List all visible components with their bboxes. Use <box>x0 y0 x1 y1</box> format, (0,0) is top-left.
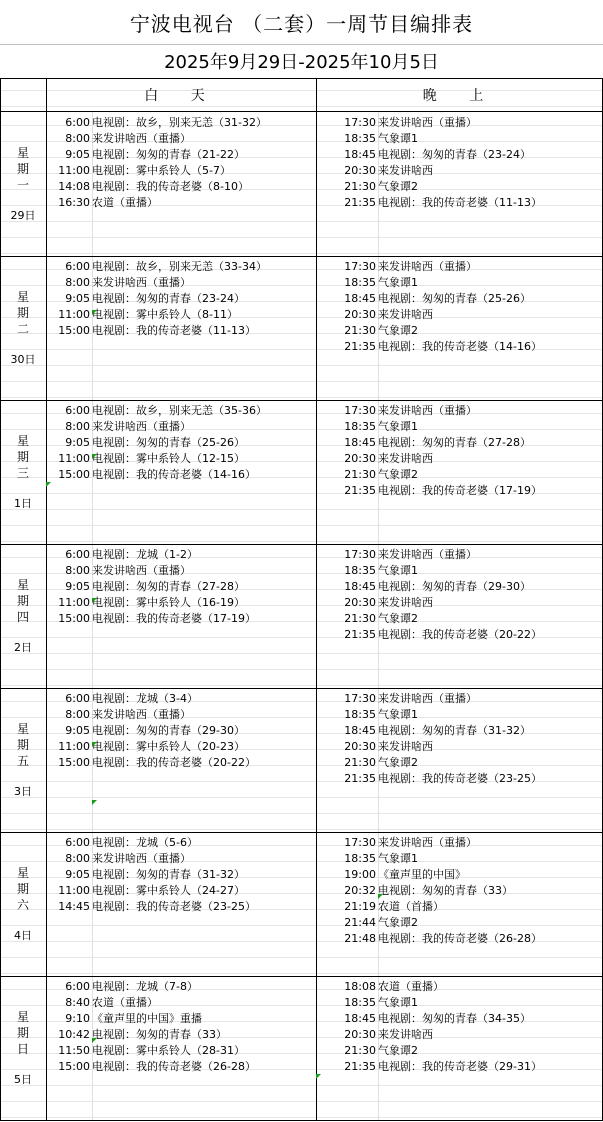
weekday-char: 星 <box>16 290 29 304</box>
program-title: 来发讲啥西 <box>378 596 433 609</box>
program-title: 来发讲啥西（重播） <box>378 116 477 129</box>
program-title: 来发讲啥西（重播） <box>92 564 191 577</box>
cell-marker <box>92 742 97 747</box>
row-divider <box>0 688 603 689</box>
program-time: 18:35 <box>344 708 376 721</box>
program-time: 15:00 <box>58 324 90 337</box>
program-time: 21:35 <box>344 628 376 641</box>
program-time: 17:30 <box>344 404 376 417</box>
program-title: 电视剧：雾中系铃人（8-11） <box>92 308 238 321</box>
column-divider <box>316 78 317 1121</box>
program-time: 11:50 <box>58 1044 90 1057</box>
program-title: 农道（重播） <box>378 980 444 993</box>
weekday-char: 期 <box>16 162 29 176</box>
program-title: 电视剧：我的传奇老婆（11-13） <box>92 324 256 337</box>
date-label: 1日 <box>14 497 32 510</box>
program-title: 来发讲啥西 <box>378 740 433 753</box>
program-title: 来发讲啥西（重播） <box>378 836 477 849</box>
program-time: 18:35 <box>344 852 376 865</box>
program-time: 8:00 <box>65 132 90 145</box>
program-time: 11:00 <box>58 596 90 609</box>
program-time: 18:35 <box>344 276 376 289</box>
program-title: 电视剧：龙城（5-6） <box>92 836 198 849</box>
row-divider <box>0 78 603 79</box>
program-title: 气象谭2 <box>378 1044 418 1057</box>
program-title: 电视剧：故乡，别来无恙（31-32） <box>92 116 267 129</box>
weekday-label <box>0 433 46 481</box>
program-time: 15:00 <box>58 468 90 481</box>
cell-marker <box>378 894 383 899</box>
program-title: 来发讲啥西（重播） <box>92 132 191 145</box>
program-title: 气象谭2 <box>378 756 418 769</box>
program-time: 21:35 <box>344 1060 376 1073</box>
program-time: 15:00 <box>58 612 90 625</box>
program-time: 21:30 <box>344 324 376 337</box>
program-time: 8:40 <box>65 996 90 1009</box>
program-time: 21:35 <box>344 772 376 785</box>
program-time: 20:30 <box>344 740 376 753</box>
program-title: 电视剧：匆匆的青春（23-24） <box>378 148 531 161</box>
program-time: 9:05 <box>65 436 90 449</box>
weekday-char: 一 <box>16 178 29 192</box>
program-title: 电视剧：匆匆的青春（23-24） <box>92 292 245 305</box>
program-time: 10:42 <box>58 1028 90 1041</box>
weekday-char: 六 <box>16 898 29 912</box>
row-divider <box>0 256 603 257</box>
program-title: 气象谭2 <box>378 916 418 929</box>
program-time: 8:00 <box>65 420 90 433</box>
program-time: 21:30 <box>344 756 376 769</box>
program-time: 14:08 <box>58 180 90 193</box>
program-title: 气象谭1 <box>378 132 418 145</box>
program-time: 18:45 <box>344 724 376 737</box>
program-time: 11:00 <box>58 452 90 465</box>
program-title: 气象谭2 <box>378 324 418 337</box>
program-title: 来发讲啥西 <box>378 164 433 177</box>
date-label: 2日 <box>14 641 32 654</box>
cell-marker <box>92 310 97 315</box>
program-time: 18:35 <box>344 132 376 145</box>
program-title: 来发讲啥西（重播） <box>378 260 477 273</box>
program-title: 《童声里的中国》重播 <box>92 1012 202 1025</box>
date-label: 30日 <box>10 353 36 366</box>
program-time: 18:35 <box>344 564 376 577</box>
cell-marker <box>92 598 97 603</box>
program-time: 15:00 <box>58 756 90 769</box>
program-title: 电视剧：我的传奇老婆（26-28） <box>378 932 542 945</box>
program-time: 21:30 <box>344 180 376 193</box>
program-title: 电视剧：我的传奇老婆（20-22） <box>92 756 256 769</box>
weekday-char: 三 <box>16 466 29 480</box>
program-time: 18:45 <box>344 436 376 449</box>
program-title: 来发讲啥西 <box>378 308 433 321</box>
program-title: 电视剧：匆匆的青春（21-22） <box>92 148 245 161</box>
program-title: 电视剧：雾中系铃人（16-19） <box>92 596 245 609</box>
program-time: 20:30 <box>344 308 376 321</box>
program-title: 电视剧：我的传奇老婆（17-19） <box>92 612 256 625</box>
program-time: 17:30 <box>344 692 376 705</box>
program-title: 来发讲啥西（重播） <box>92 276 191 289</box>
program-time: 18:45 <box>344 580 376 593</box>
program-title: 来发讲啥西 <box>378 1028 433 1041</box>
program-time: 21:44 <box>344 916 376 929</box>
program-time: 11:00 <box>58 740 90 753</box>
program-time: 6:00 <box>65 692 90 705</box>
weekday-label <box>0 577 46 625</box>
weekday-char: 星 <box>16 434 29 448</box>
program-title: 来发讲啥西（重播） <box>92 852 191 865</box>
program-time: 17:30 <box>344 836 376 849</box>
program-title: 来发讲啥西（重播） <box>378 548 477 561</box>
program-time: 6:00 <box>65 116 90 129</box>
program-title: 电视剧：我的传奇老婆（14-16） <box>92 468 256 481</box>
program-title: 电视剧：龙城（7-8） <box>92 980 198 993</box>
program-time: 21:35 <box>344 484 376 497</box>
program-time: 11:00 <box>58 308 90 321</box>
program-title: 电视剧：我的传奇老婆（29-31） <box>378 1060 542 1073</box>
weekday-char: 星 <box>16 1010 29 1024</box>
program-title: 电视剧：匆匆的青春（27-28） <box>92 580 245 593</box>
program-title: 电视剧：匆匆的青春（27-28） <box>378 436 531 449</box>
program-time: 21:35 <box>344 340 376 353</box>
program-time: 14:45 <box>58 900 90 913</box>
program-title: 电视剧：匆匆的青春（33） <box>92 1028 227 1041</box>
weekday-char: 星 <box>16 578 29 592</box>
program-title: 电视剧：故乡，别来无恙（35-36） <box>92 404 267 417</box>
row-divider <box>0 400 603 401</box>
program-title: 电视剧：我的传奇老婆（23-25） <box>378 772 542 785</box>
program-time: 17:30 <box>344 260 376 273</box>
program-time: 21:48 <box>344 932 376 945</box>
program-time: 8:00 <box>65 276 90 289</box>
program-title: 来发讲啥西（重播） <box>92 708 191 721</box>
weekday-char: 四 <box>16 610 29 624</box>
program-time: 19:00 <box>344 868 376 881</box>
program-title: 气象谭1 <box>378 420 418 433</box>
program-title: 电视剧：匆匆的青春（25-26） <box>378 292 531 305</box>
weekday-char: 期 <box>16 882 29 896</box>
date-range: 2025年9月29日-2025年10月5日 <box>164 52 439 73</box>
weekday-label <box>0 145 46 193</box>
program-time: 6:00 <box>65 836 90 849</box>
program-title: 气象谭1 <box>378 276 418 289</box>
weekday-char: 星 <box>16 866 29 880</box>
program-time: 18:35 <box>344 996 376 1009</box>
program-title: 气象谭1 <box>378 708 418 721</box>
program-time: 21:35 <box>344 196 376 209</box>
page-title: 宁波电视台 （二套）一周节目编排表 <box>0 0 603 45</box>
program-time: 21:19 <box>344 900 376 913</box>
program-time: 21:30 <box>344 1044 376 1057</box>
program-time: 9:05 <box>65 148 90 161</box>
program-title: 电视剧：匆匆的青春（31-32） <box>92 868 245 881</box>
program-time: 6:00 <box>65 548 90 561</box>
program-title: 气象谭1 <box>378 996 418 1009</box>
program-time: 9:10 <box>65 1012 90 1025</box>
program-title: 来发讲啥西 <box>378 452 433 465</box>
row-divider <box>0 976 603 977</box>
program-title: 电视剧：匆匆的青春（31-32） <box>378 724 531 737</box>
date-label: 3日 <box>14 785 32 798</box>
program-title: 电视剧：匆匆的青春（33） <box>378 884 513 897</box>
program-time: 18:45 <box>344 148 376 161</box>
program-time: 6:00 <box>65 404 90 417</box>
program-title: 来发讲啥西（重播） <box>92 420 191 433</box>
cell-marker <box>92 454 97 459</box>
program-title: 电视剧：故乡，别来无恙（33-34） <box>92 260 267 273</box>
weekday-label <box>0 865 46 913</box>
program-time: 20:30 <box>344 596 376 609</box>
program-title: 气象谭1 <box>378 852 418 865</box>
program-title: 农道（重播） <box>92 196 158 209</box>
program-title: 气象谭2 <box>378 612 418 625</box>
program-title: 电视剧：我的传奇老婆（23-25） <box>92 900 256 913</box>
schedule-table <box>0 78 603 1121</box>
program-time: 8:00 <box>65 708 90 721</box>
program-time: 18:45 <box>344 1012 376 1025</box>
weekday-label <box>0 289 46 337</box>
program-title: 气象谭1 <box>378 564 418 577</box>
cell-marker <box>316 1074 321 1079</box>
row-divider <box>0 832 603 833</box>
program-time: 21:30 <box>344 612 376 625</box>
program-time: 9:05 <box>65 292 90 305</box>
row-divider <box>0 1120 603 1121</box>
program-time: 20:30 <box>344 452 376 465</box>
row-divider <box>0 544 603 545</box>
program-time: 18:08 <box>344 980 376 993</box>
weekday-char: 星 <box>16 722 29 736</box>
program-time: 16:30 <box>58 196 90 209</box>
program-time: 6:00 <box>65 260 90 273</box>
weekday-char: 期 <box>16 306 29 320</box>
program-time: 21:30 <box>344 468 376 481</box>
program-title: 电视剧：我的传奇老婆（20-22） <box>378 628 542 641</box>
program-time: 8:00 <box>65 852 90 865</box>
weekday-char: 日 <box>16 1042 29 1056</box>
cell-marker <box>46 482 51 487</box>
program-time: 17:30 <box>344 548 376 561</box>
program-time: 20:32 <box>344 884 376 897</box>
weekday-char: 星 <box>16 146 29 160</box>
program-time: 11:00 <box>58 884 90 897</box>
program-time: 15:00 <box>58 1060 90 1073</box>
program-title: 电视剧：我的传奇老婆（11-13） <box>378 196 542 209</box>
program-time: 8:00 <box>65 564 90 577</box>
weekday-char: 期 <box>16 738 29 752</box>
program-title: 电视剧：我的传奇老婆（26-28） <box>92 1060 256 1073</box>
program-title: 电视剧：雾中系铃人（20-23） <box>92 740 245 753</box>
weekday-char: 期 <box>16 594 29 608</box>
weekday-char: 二 <box>16 322 29 336</box>
program-title: 气象谭2 <box>378 180 418 193</box>
program-time: 11:00 <box>58 164 90 177</box>
program-time: 17:30 <box>344 116 376 129</box>
program-title: 电视剧：我的传奇老婆（14-16） <box>378 340 542 353</box>
program-title: 电视剧：匆匆的青春（29-30） <box>378 580 531 593</box>
program-time: 18:35 <box>344 420 376 433</box>
program-title: 农道（首播） <box>378 900 444 913</box>
program-title: 《童声里的中国》 <box>378 868 466 881</box>
program-title: 电视剧：我的传奇老婆（17-19） <box>378 484 542 497</box>
program-title: 电视剧：雾中系铃人（24-27） <box>92 884 245 897</box>
program-title: 气象谭2 <box>378 468 418 481</box>
header-evening: 晚 上 <box>422 87 498 104</box>
program-title: 电视剧：匆匆的青春（25-26） <box>92 436 245 449</box>
program-title: 电视剧：匆匆的青春（29-30） <box>92 724 245 737</box>
program-time: 6:00 <box>65 980 90 993</box>
date-label: 29日 <box>10 209 36 222</box>
program-title: 农道（重播） <box>92 996 158 1009</box>
program-time: 9:05 <box>65 724 90 737</box>
cell-marker <box>92 1038 97 1043</box>
program-title: 电视剧：龙城（3-4） <box>92 692 198 705</box>
program-time: 20:30 <box>344 164 376 177</box>
program-title: 来发讲啥西（重播） <box>378 404 477 417</box>
date-label: 4日 <box>14 929 32 942</box>
program-title: 来发讲啥西（重播） <box>378 692 477 705</box>
program-time: 9:05 <box>65 580 90 593</box>
program-title: 电视剧：匆匆的青春（34-35） <box>378 1012 531 1025</box>
program-title: 电视剧：我的传奇老婆（8-10） <box>92 180 249 193</box>
header-daytime: 白 天 <box>144 87 219 104</box>
date-label: 5日 <box>14 1073 32 1086</box>
cell-marker <box>92 800 97 805</box>
weekday-label <box>0 1009 46 1057</box>
weekday-char: 期 <box>16 450 29 464</box>
row-divider <box>0 111 603 112</box>
program-title: 电视剧：雾中系铃人（28-31） <box>92 1044 245 1057</box>
program-title: 电视剧：雾中系铃人（5-7） <box>92 164 231 177</box>
weekday-char: 五 <box>16 754 29 768</box>
program-time: 9:05 <box>65 868 90 881</box>
weekday-char: 期 <box>16 1026 29 1040</box>
weekday-label <box>0 721 46 769</box>
program-time: 18:45 <box>344 292 376 305</box>
program-title: 电视剧：龙城（1-2） <box>92 548 198 561</box>
program-title: 电视剧：雾中系铃人（12-15） <box>92 452 245 465</box>
program-time: 20:30 <box>344 1028 376 1041</box>
